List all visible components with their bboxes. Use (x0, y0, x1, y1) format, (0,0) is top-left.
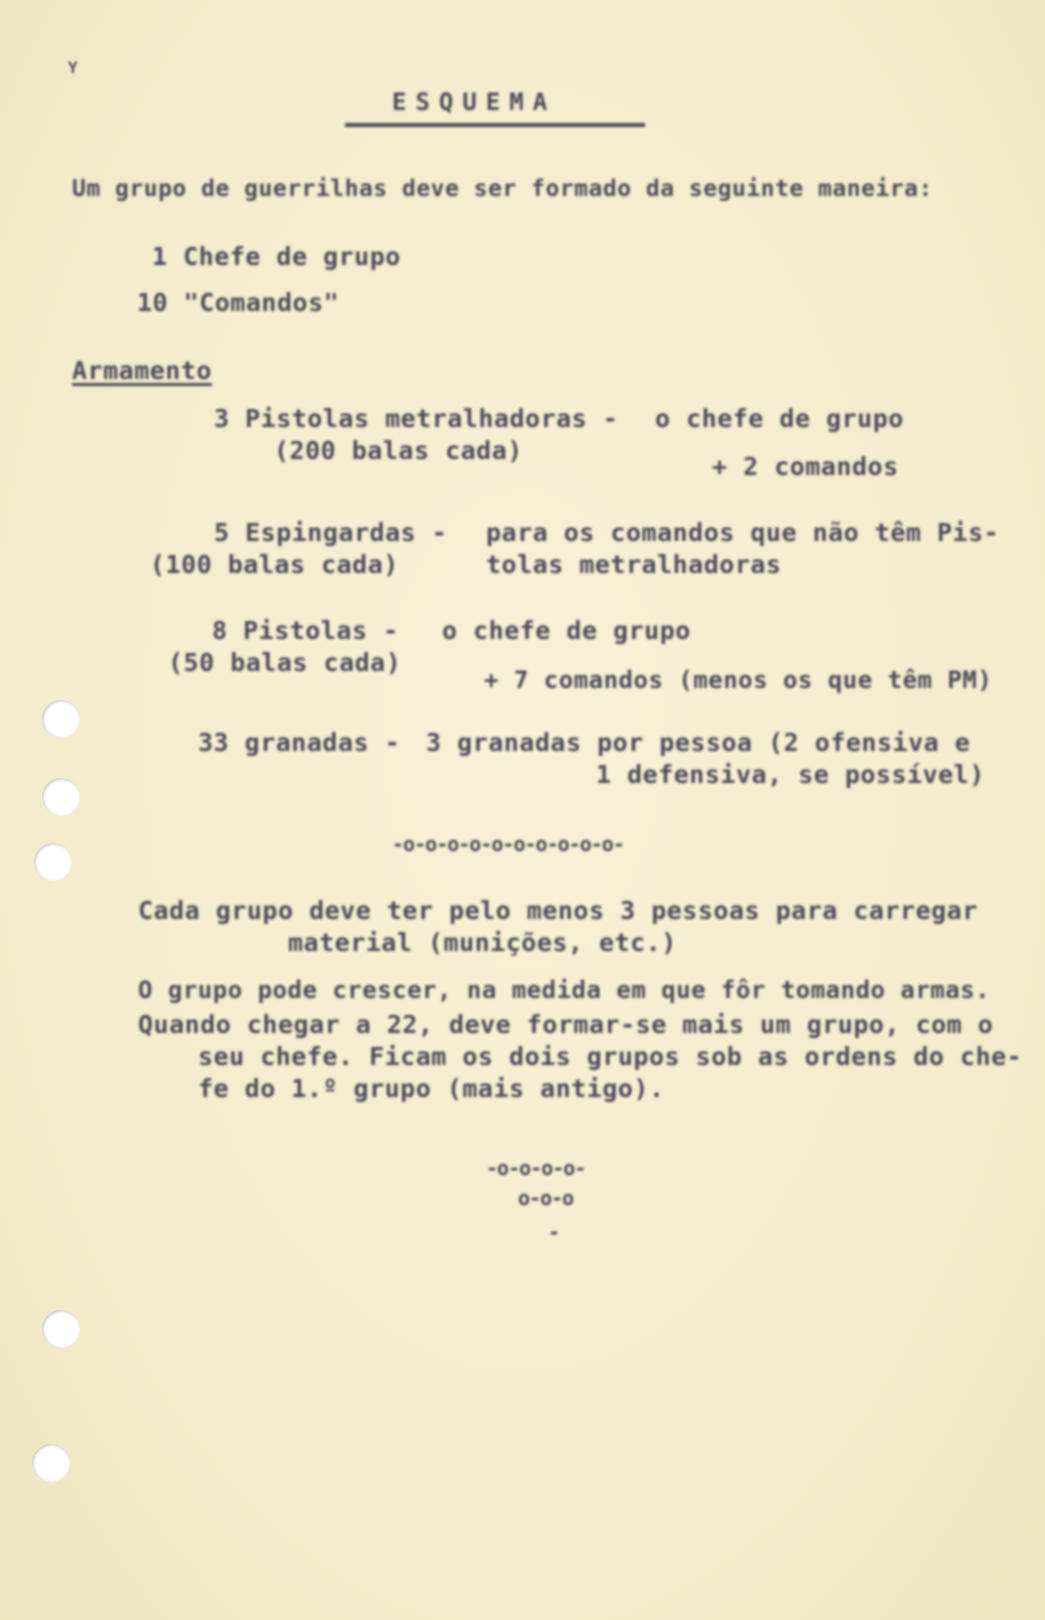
weapon-desc: o chefe de grupo (655, 404, 904, 433)
weapon-ammo: (100 balas cada) (150, 550, 399, 579)
weapon-desc: + 2 comandos (712, 452, 899, 481)
weapon-qty: 33 granadas - (198, 728, 401, 757)
weapon-qty: 8 Pistolas - (212, 616, 399, 645)
punch-hole (34, 843, 72, 881)
weapon-desc: 3 granadas por pessoa (2 ofensiva e (426, 728, 971, 757)
paragraph-line: O grupo pode crescer, na medida em que fôr tomando armas. (138, 976, 991, 1004)
paragraph-line: Quando chegar a 22, deve formar-se mais um grupo, com o (138, 1010, 994, 1039)
weapon-desc: o chefe de grupo (442, 616, 691, 645)
punch-hole (42, 700, 80, 738)
armamento-heading: Armamento (72, 356, 212, 385)
paragraph-line: Cada grupo deve ter pelo menos 3 pessoas para carregar (138, 896, 978, 925)
composition-item: 1 Chefe de grupo (152, 242, 401, 271)
paragraph-line: seu chefe. Ficam os dois grupos sob as ordens do che- (198, 1042, 1023, 1071)
punch-hole (32, 1444, 70, 1482)
end-mark: - (548, 1220, 561, 1244)
weapon-ammo: (50 balas cada) (168, 648, 402, 677)
weapon-desc: + 7 comandos (menos os que têm PM) (484, 666, 993, 694)
punch-hole (42, 1310, 80, 1348)
weapon-desc: 1 defensiva, se possível) (596, 760, 985, 789)
weapon-qty: 5 Espingardas - (214, 518, 448, 547)
title-underline (345, 123, 645, 127)
paragraph-line: material (munições, etc.) (288, 928, 677, 957)
document-title: ESQUEMA (392, 88, 557, 116)
weapon-qty: 3 Pistolas metralhadoras - (214, 404, 619, 433)
paragraph-line: fe do 1.º grupo (mais antigo). (198, 1074, 665, 1103)
separator: -o-o-o-o-o-o-o-o-o-o- (392, 832, 624, 856)
weapon-desc: para os comandos que não têm Pis- (486, 518, 1000, 547)
corner-mark: Y (68, 58, 78, 77)
end-mark: o-o-o (518, 1186, 574, 1210)
composition-item: 10 "Comandos" (137, 288, 340, 317)
weapon-desc: tolas metralhadoras (486, 550, 782, 579)
intro-text: Um grupo de guerrilhas deve ser formado da seguinte maneira: (72, 176, 933, 202)
end-mark: -o-o-o-o- (486, 1156, 586, 1180)
weapon-ammo: (200 balas cada) (274, 436, 523, 465)
punch-hole (42, 778, 80, 816)
